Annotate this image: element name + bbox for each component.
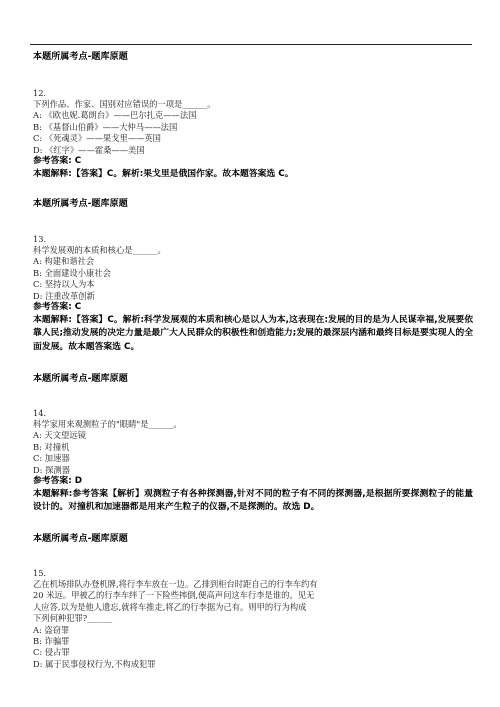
answer-explanation: 本题解释:【答案】C。解析:科学发展观的本质和核心是以人为本,这表现在:发展的目的是为人民谋幸福,发展要依靠人民;推动发展的决定力量是最广大人民群众的积极性和创造能力;发展的最深层内涵和最终目标是要实现人的全面发展。故本题答案选 C。 <box>33 314 473 353</box>
question-stem: 科学发展观的本质和核心是______。 <box>33 245 166 255</box>
option-a: A: 《欧也妮.葛朗台》——巴尔扎克——法国 <box>33 110 197 121</box>
question-number: 15. <box>33 568 47 578</box>
option-c: C: 侵占罪 <box>33 647 70 658</box>
section-title: 本题所属考点-题库原题 <box>33 52 128 62</box>
answer-explanation: 本题解释:【答案】C。解析:果戈里是俄国作家。故本题答案选 C。 <box>33 168 294 179</box>
top-divider <box>30 44 472 45</box>
option-a: A: 盗窃罪 <box>33 624 70 635</box>
option-c: C: 加速器 <box>33 453 70 464</box>
question-12-topic: 本题所属考点-题库原题 <box>33 199 128 209</box>
reference-answer: 参考答案: C <box>33 302 82 313</box>
option-d: D: 注重改革创新 <box>33 290 95 301</box>
reference-answer: 参考答案: C <box>33 156 82 167</box>
question-stem-line-2: 20 米远。甲被乙的行李车绊了一下险些摔倒,便高声问这车行李是谁的。见无 <box>33 590 315 601</box>
question-13-topic: 本题所属考点-题库原题 <box>33 374 128 384</box>
option-d: D: 《红字》——霍桑——美国 <box>33 144 145 155</box>
question-15 <box>33 568 473 670</box>
option-b: B: 《基督山伯爵》——大仲马——法国 <box>33 121 178 132</box>
question-number: 12. <box>33 88 47 98</box>
option-b: B: 对撞机 <box>33 441 70 452</box>
option-d: D: 探测器 <box>33 464 70 475</box>
option-c: C: 《死魂灵》——果戈里——英国 <box>33 133 161 144</box>
option-a: A: 天文望远镜 <box>33 430 86 441</box>
option-a: A: 构建和谐社会 <box>33 256 95 267</box>
question-stem: 科学家用来观测粒子的"眼睛"是______。 <box>33 419 182 429</box>
question-stem: 下列作品、作家、国别对应错误的一项是______。 <box>33 99 216 109</box>
question-13 <box>33 234 473 355</box>
answer-explanation: 本题解释:参考答案【解析】观测粒子有各种探测器,针对不同的粒子有不同的探测器,是根据所要探测粒子的能量设计的。对撞机和加速器都是用来产生粒子的仪器,不是探测的。故选 D。 <box>33 488 473 513</box>
question-14-topic: 本题所属考点-题库原题 <box>33 534 128 544</box>
question-stem-line-1: 乙在机场排队办登机牌,将行李车放在一边。乙排到柜台时距自己的行李车约有 <box>33 579 318 589</box>
question-14 <box>33 408 473 515</box>
option-c: C: 坚持以人为本 <box>33 279 95 290</box>
option-b: B: 全面建设小康社会 <box>33 267 111 278</box>
question-stem-line-3: 人应答,以为是他人遗忘,就将车推走,将乙的行李据为己有。则甲的行为构成 <box>33 601 307 612</box>
option-d: D: 属于民事侵权行为,不构成犯罪 <box>33 658 156 669</box>
reference-answer: 参考答案: D <box>33 476 83 487</box>
option-b: B: 诈骗罪 <box>33 636 70 647</box>
question-12 <box>33 88 473 181</box>
question-stem-line-4: 下列何种犯罪?______ <box>33 613 113 624</box>
question-number: 14. <box>33 408 47 418</box>
question-number: 13. <box>33 234 47 244</box>
